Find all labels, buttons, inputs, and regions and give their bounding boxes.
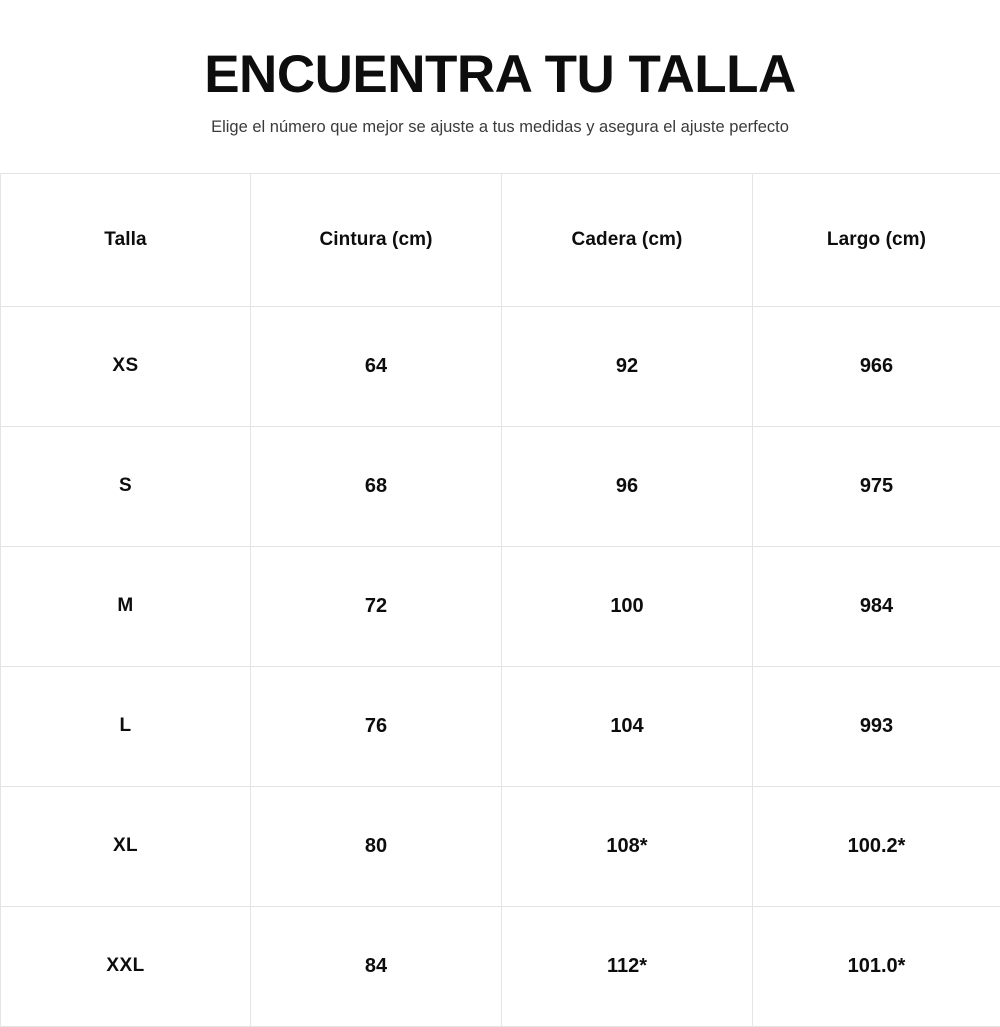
table-row [1,786,1000,906]
table-header [1,173,1000,306]
cell-largo: 993 [753,666,1000,786]
size-table [0,173,1000,1027]
column-header-largo: Largo (cm) [753,173,1000,306]
column-header-cadera: Cadera (cm) [502,173,753,306]
table-row [1,906,1000,1026]
cell-talla: XS [1,306,251,426]
page-subtitle: Elige el número que mejor se ajuste a tus medidas y asegura el ajuste perfecto [0,117,1000,138]
cell-largo: 966 [753,306,1000,426]
cell-largo: 984 [753,546,1000,666]
table-row [1,666,1000,786]
table-row [1,546,1000,666]
cell-cadera: 104 [502,666,753,786]
cell-cintura: 72 [251,546,502,666]
cell-cintura: 84 [251,906,502,1026]
cell-cadera: 112* [502,906,753,1026]
cell-largo: 975 [753,426,1000,546]
page-title: ENCUENTRA TU TALLA [0,46,1000,103]
cell-talla: M [1,546,251,666]
cell-cintura: 80 [251,786,502,906]
table-row [1,426,1000,546]
page-header [0,0,1000,139]
cell-talla: L [1,666,251,786]
table-header-row [1,173,1000,306]
table-row [1,306,1000,426]
cell-cintura: 64 [251,306,502,426]
table-body [1,306,1000,1026]
cell-largo: 101.0* [753,906,1000,1026]
cell-cadera: 108* [502,786,753,906]
cell-talla: XXL [1,906,251,1026]
cell-largo: 100.2* [753,786,1000,906]
cell-cintura: 76 [251,666,502,786]
column-header-cintura: Cintura (cm) [251,173,502,306]
cell-cadera: 92 [502,306,753,426]
cell-talla: S [1,426,251,546]
size-table-container [0,173,1000,1027]
cell-cintura: 68 [251,426,502,546]
cell-talla: XL [1,786,251,906]
column-header-talla: Talla [1,173,251,306]
cell-cadera: 100 [502,546,753,666]
cell-cadera: 96 [502,426,753,546]
